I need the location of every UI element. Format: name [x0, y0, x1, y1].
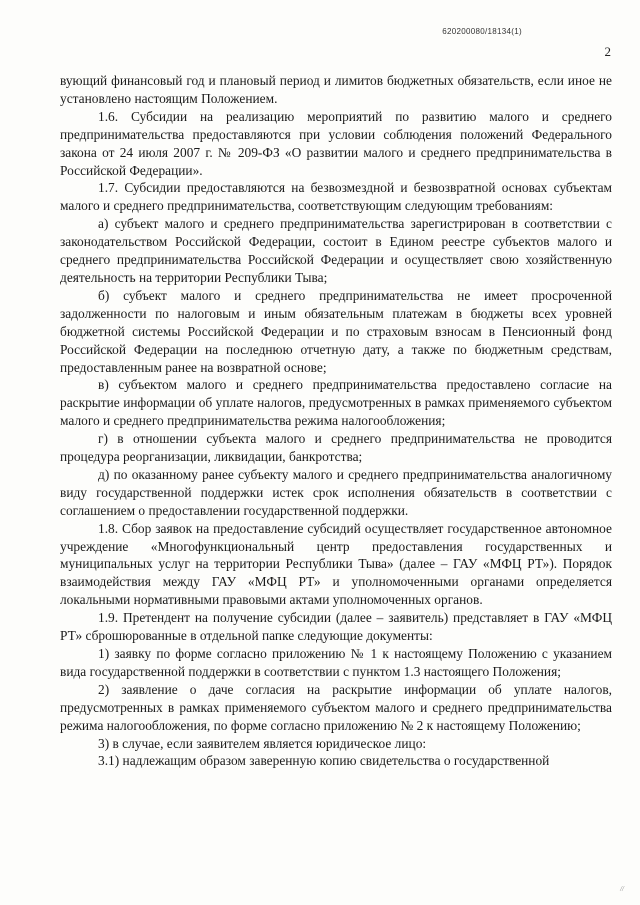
corner-mark: //: [620, 885, 624, 893]
paragraph-p1-7v: в) субъектом малого и среднего предпринимательства предоставлено согласие на раскрытие информации об уплате налогов, предусмотренных в рамках применяемого субъектом малого и среднего предпринимательства режима налогообложения;: [60, 377, 612, 429]
paragraph-p1-6: 1.6. Субсидии на реализацию мероприятий по развитию малого и среднего предпринимательства предоставляются при условии соблюдения положений Федерального закона от 24 июля 2007 г. № 209-ФЗ «О развитии малого и среднего предпринимательства в Российской Федерации».: [60, 108, 612, 178]
paragraph-p1-7a: а) субъект малого и среднего предпринимательства зарегистрирован в соответствии с законодательством Российской Федерации, состоит в Едином реестре субъектов малого и среднего предпринимательства Российской Федерации и осуществляет свою хозяйственную деятельность на территории Республики Тыва;: [60, 216, 612, 285]
paragraph-p0: вующий финансовый год и плановый период и лимитов бюджетных обязательств, если иное не установлено настоящим Положением.: [60, 73, 612, 106]
paragraph-p1-7b: б) субъект малого и среднего предпринимательства не имеет просроченной задолженности по налоговым и иным обязательным платежам в бюджеты всех уровней бюджетной системы Российской Федерации и по страховым взносам в Пенсионный фонд Российской Федерации на последнюю отчетную дату, а также по бюджетным средствам, предоставленным ранее на возвратной основе;: [60, 287, 612, 375]
document-body: [60, 72, 612, 770]
paragraph-p1-9-3-1: 3.1) надлежащим образом заверенную копию свидетельства о государственной: [98, 753, 550, 769]
paragraph-p1-8: 1.8. Сбор заявок на предоставление субсидий осуществляет государственное автономное учреждение «Многофункциональный центр предоставления государственных и муниципальных услуг на территории Республики Тыва» (далее – ГАУ «МФЦ РТ»). Порядок взаимодействия между ГАУ «МФЦ РТ» и уполномоченными органами определяется локальными нормативными правовыми актами уполномоченных органов.: [60, 520, 612, 608]
paragraph-p1-7d: д) по оказанному ранее субъекту малого и среднего предпринимательства аналогичному виду государственной поддержки истек срок исполнения обязательств в соответствии с соглашением о предоставлении государственной поддержки.: [60, 466, 612, 518]
paragraph-p1-7: 1.7. Субсидии предоставляются на безвозмездной и безвозвратной основах субъектам малого и среднего предпринимательства, соответствующим следующим требованиям:: [60, 180, 612, 214]
paragraph-p1-9: 1.9. Претендент на получение субсидии (далее – заявитель) представляет в ГАУ «МФЦ РТ» сброшюрованные в отдельной папке следующие документы:: [60, 610, 612, 644]
paragraph-p1-7g: г) в отношении субъекта малого и среднего предпринимательства не проводится процедура реорганизации, ликвидации, банкротства;: [60, 431, 612, 465]
document-id: 620200080/18134(1): [442, 27, 522, 36]
paragraph-p1-9-3: 3) в случае, если заявителем является юридическое лицо:: [98, 735, 427, 751]
page-number: 2: [604, 44, 611, 59]
paragraph-p1-9-2: 2) заявление о даче согласия на раскрытие информации об уплате налогов, предусмотренных в рамках применяемого субъектом малого и среднего предпринимательства режима налогообложения, по форме согласно приложению № 2 к настоящему Положению;: [60, 681, 612, 733]
paragraph-p1-9-1: 1) заявку по форме согласно приложению № 1 к настоящему Положению с указанием вида государственной поддержки в соответствии с пунктом 1.3 настоящего Положения;: [60, 646, 612, 679]
